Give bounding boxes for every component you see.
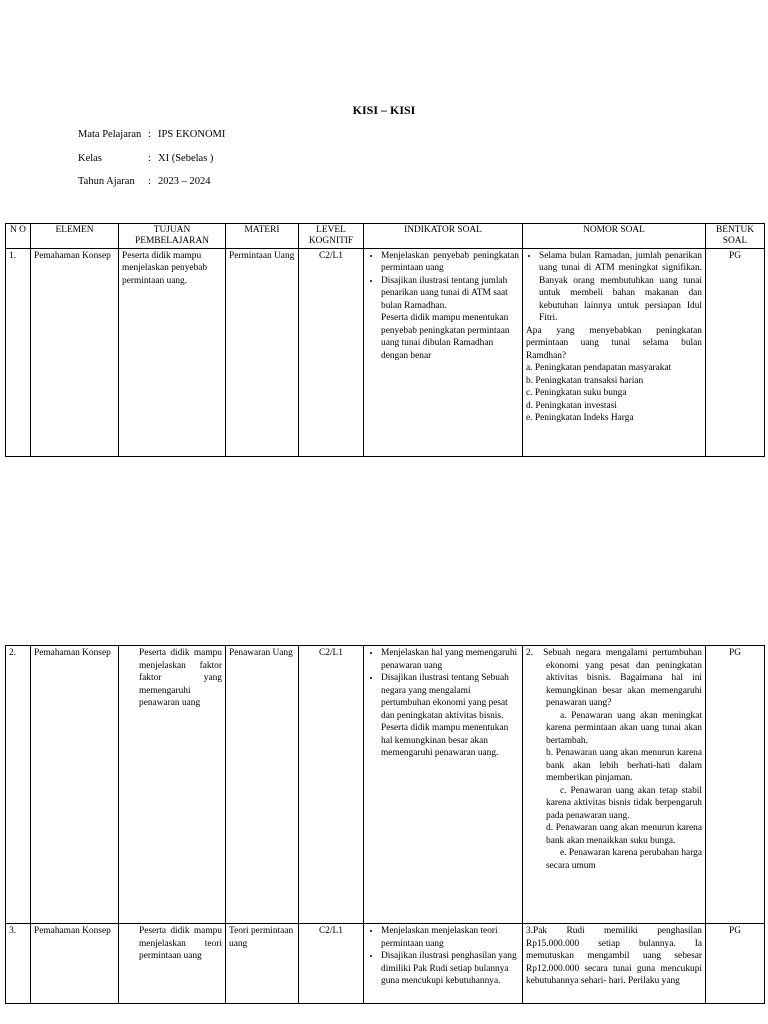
answer-option: c. Peningkatan suku bunga: [526, 388, 627, 399]
question-list: [526, 250, 702, 325]
indikator-list: [367, 925, 519, 988]
answer-option: a. Penawaran uang akan meningkat karena permintaan akan uang tunai akan bertambah.: [546, 710, 702, 746]
cell-level: C2/L1: [299, 924, 364, 1004]
table-row: [6, 924, 765, 1004]
cell-materi: Permintaan Uang: [226, 248, 299, 456]
cell-level: C2/L1: [299, 248, 364, 456]
question-stem: [526, 925, 702, 988]
cell-tujuan: Peserta didik mampu menjelaskan penyebab permintaan uang.: [119, 248, 226, 456]
header-tujuan: TUJUAN PEMBELAJARAN: [119, 224, 226, 249]
header-bentuk: BENTUK SOAL: [706, 224, 765, 249]
cell-no: 1.: [6, 248, 31, 456]
meta-label: Tahun Ajaran: [78, 176, 135, 187]
indikator-text: Peserta didik mampu menentukan penyebab peningkatan permintaan uang tunai dibulan Ramadhan dengan benar: [381, 313, 510, 361]
question-text: Apa yang menyebabkan peningkatan permintaan uang tunai selama bulan Ramdhan?: [526, 325, 702, 361]
cell-no: 2.: [6, 646, 31, 924]
header-level: LEVEL KOGNITIF: [299, 224, 364, 249]
cell-nomor-soal: [523, 248, 706, 456]
cell-nomor-soal: [523, 646, 706, 924]
meta-value: XI (Sebelas ): [158, 152, 214, 164]
meta-label: Kelas: [78, 152, 102, 164]
cell-nomor-soal: [523, 924, 706, 1004]
question-text: Sebuah negara mengalami pertumbuhan ekonomi yang pesat dan peningkatan aktivitas bisnis. Bagaimana hal ini kemungkinan besar akan memengaruhi penawaran uang?: [543, 648, 702, 708]
indikator-item: • Menjelaskan hal yang memengaruhi penawaran uang: [381, 647, 519, 672]
meta-label: Mata Pelajaran: [78, 129, 142, 140]
answer-option: e. Peningkatan Indeks Harga: [526, 413, 634, 424]
question-number: 3.: [526, 926, 534, 936]
cell-indikator: [364, 248, 523, 456]
kisi-table-2: [5, 645, 765, 1004]
document-meta: [78, 129, 225, 200]
header-no: N O: [6, 224, 31, 249]
indikator-list: [367, 250, 519, 313]
question-stem: • Selama bulan Ramadan, jumlah penarikan uang tunai di ATM meningkat signifikan. Banyak orang membutuhkan uang tunai untuk membeli bahan makanan dan kebutuhan lainnya untuk persiapan Idul Fitri.: [539, 250, 702, 325]
header-elemen: ELEMEN: [31, 224, 119, 249]
table-row: [6, 646, 765, 924]
cell-tujuan: Peserta didik mampu menjelaskan teori permintaan uang: [119, 924, 226, 1004]
indikator-item: • Disajikan ilustrasi penghasilan yang dimiliki Pak Rudi setiap bulannya guna mencukupi kebutuhannya.: [381, 950, 519, 988]
answer-option: b. Peningkatan transaksi harian: [526, 375, 644, 386]
cell-indikator: [364, 646, 523, 924]
cell-bentuk: PG: [706, 248, 765, 456]
question-stem: [526, 647, 702, 710]
indikator-item: • Menjelaskan menjelaskan teori permintaan uang: [381, 925, 519, 950]
answer-option: b. Penawaran uang akan menurun karena bank akan lebih berhati-hati dalam memberikan pinjaman.: [546, 748, 702, 783]
header-materi: MATERI: [226, 224, 299, 249]
cell-materi: Teori permintaan uang: [226, 924, 299, 1004]
indikator-item: • Disajikan ilustrasi tentang Sebuah negara yang mengalami pertumbuhan ekonomi yang pesat dan peningkatan aktivitas bisnis. Peserta didik mampu menentukan hal kemungkinan besar akan memengaruhi penawaran uang.: [381, 672, 519, 760]
answer-option: d. Penawaran uang akan menurun karena bank akan menaikkan suku bunga.: [546, 823, 702, 846]
table-header-row: [6, 224, 765, 249]
cell-level: C2/L1: [299, 646, 364, 924]
meta-row-subject: Mata Pelajaran : IPS EKONOMI: [78, 129, 226, 140]
cell-indikator: [364, 924, 523, 1004]
kisi-table-1: [5, 223, 765, 457]
header-nomor-soal: NOMOR SOAL: [523, 224, 706, 249]
cell-bentuk: PG: [706, 924, 765, 1004]
question-number: 2.: [526, 648, 534, 658]
cell-elemen: Pemahaman Konsep: [31, 646, 119, 924]
cell-elemen: Pemahaman Konsep: [31, 248, 119, 456]
question-text: Pak Rudi memiliki penghasilan Rp15.000.000 setiap bulannya. Ia memutuskan mengambil uang sebesar Rp12.000.000 secara tunai guna mencukupi kebutuhannya sehari- hari. Perilaku yang: [526, 926, 702, 986]
indikator-item: • Disajikan ilustrasi tentang jumlah penarikan uang tunai di ATM saat bulan Ramadhan.: [381, 275, 519, 313]
answer-option: c. Penawaran uang akan tetap stabil karena aktivitas bisnis tidak berpengaruh pada penawaran uang.: [546, 785, 702, 821]
answer-option: a. Peningkatan pendapatan masyarakat: [526, 363, 672, 374]
meta-row-class: Kelas : XI (Sebelas ): [78, 152, 214, 164]
meta-row-year: Tahun Ajaran : 2023 – 2024: [78, 176, 211, 187]
indikator-list: [367, 647, 519, 760]
cell-no: 3.: [6, 924, 31, 1004]
cell-materi: Penawaran Uang: [226, 646, 299, 924]
cell-elemen: Pemahaman Konsep: [31, 924, 119, 1004]
answer-option: d. Peningkatan investasi: [526, 400, 617, 411]
meta-value: IPS EKONOMI: [158, 129, 226, 140]
header-indikator: INDIKATOR SOAL: [364, 224, 523, 249]
meta-value: 2023 – 2024: [158, 176, 211, 187]
answer-option: e. Penawaran karena perubahan harga secara umum: [546, 848, 702, 871]
document-title: KISI – KISI: [352, 103, 416, 117]
indikator-item: • Menjelaskan penyebab peningkatan permintaan uang: [381, 250, 519, 275]
table-row: [6, 248, 765, 456]
cell-tujuan: Peserta didik mampu menjelaskan faktor faktor yang memengaruhi penawaran uang: [119, 646, 226, 924]
cell-bentuk: PG: [706, 646, 765, 924]
